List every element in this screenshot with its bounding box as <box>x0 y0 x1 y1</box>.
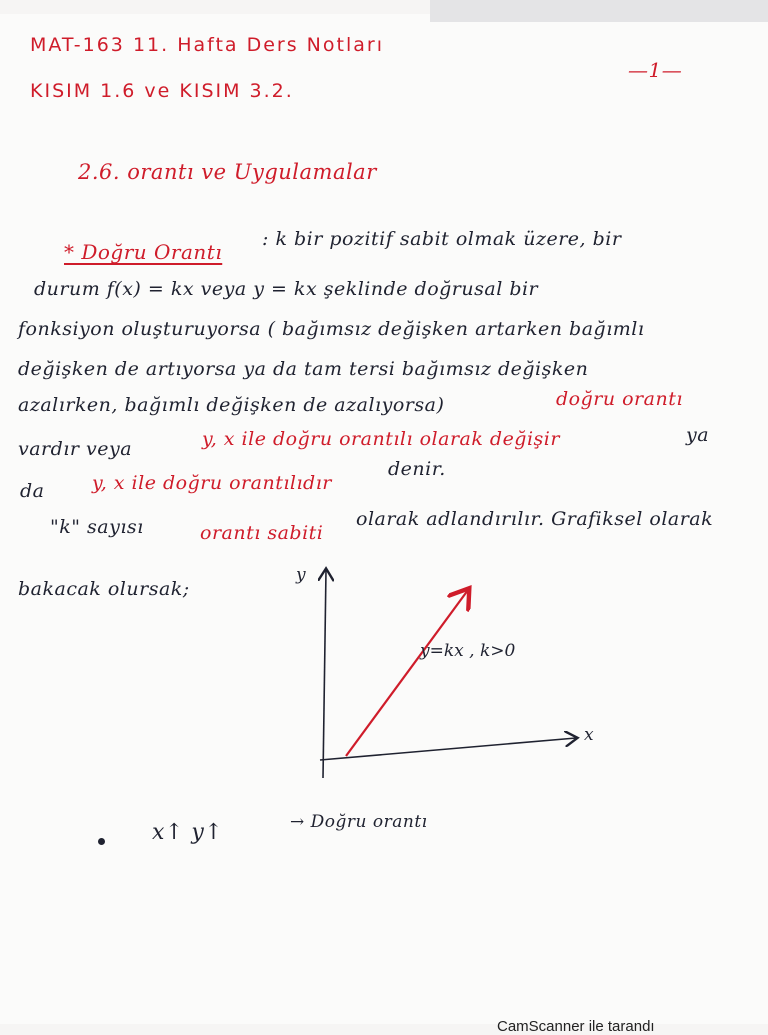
course-header: MAT-163 11. Hafta Ders Notları <box>30 34 384 56</box>
line8-red: orantı sabiti <box>200 522 324 544</box>
line-equation-label: y=kx , k>0 <box>420 641 516 661</box>
page-number: —1— <box>628 58 683 82</box>
section-title: 2.6. orantı ve Uygulamalar <box>78 160 377 184</box>
x-axis-label: x <box>584 725 594 745</box>
note-arrows: x↑ y↑ <box>152 820 224 845</box>
page-fold-shadow <box>430 0 768 22</box>
note-direct-proportion: → Doğru orantı <box>290 812 428 832</box>
definition-line-4: değişken de artıyorsa ya da tam tersi bağımsız değişken <box>18 358 589 380</box>
red-proportion-line <box>346 590 468 756</box>
section-header: KISIM 1.6 ve KISIM 3.2. <box>30 80 294 102</box>
line7-black-1: da <box>20 480 45 502</box>
line6-red: y, x ile doğru orantılı olarak değişir <box>202 428 560 450</box>
line9: bakacak olursak; <box>18 578 190 600</box>
line8-black-1: "k" sayısı <box>50 516 144 538</box>
x-axis <box>320 738 576 760</box>
line6-black-2: ya <box>686 424 710 446</box>
definition-term: * Doğru Orantı <box>64 240 223 264</box>
definition-line-3: fonksiyon oluşturuyorsa ( bağımsız değişken artarken bağımlı <box>18 318 645 340</box>
definition-red-1: doğru orantı <box>556 388 683 410</box>
line6-black-1: vardır veya <box>18 438 133 460</box>
line7-red: y, x ile doğru orantılıdır <box>92 472 332 494</box>
definition-line-5: azalırken, bağımlı değişken de azalıyorsa) <box>18 394 445 416</box>
definition-line-1: : k bir pozitif sabit olmak üzere, bir <box>262 228 622 250</box>
y-axis <box>323 570 326 778</box>
bullet-dot <box>98 838 105 845</box>
y-axis-label: y <box>296 565 306 585</box>
definition-line-2: durum f(x) = kx veya y = kx şeklinde doğrusal bir <box>34 278 539 300</box>
line7-black-2: denir. <box>388 458 446 480</box>
proportion-graph <box>280 560 620 800</box>
scanner-watermark: CamScanner ile tarandı <box>497 1018 655 1035</box>
line8-black-2: olarak adlandırılır. Grafiksel olarak <box>356 508 714 530</box>
